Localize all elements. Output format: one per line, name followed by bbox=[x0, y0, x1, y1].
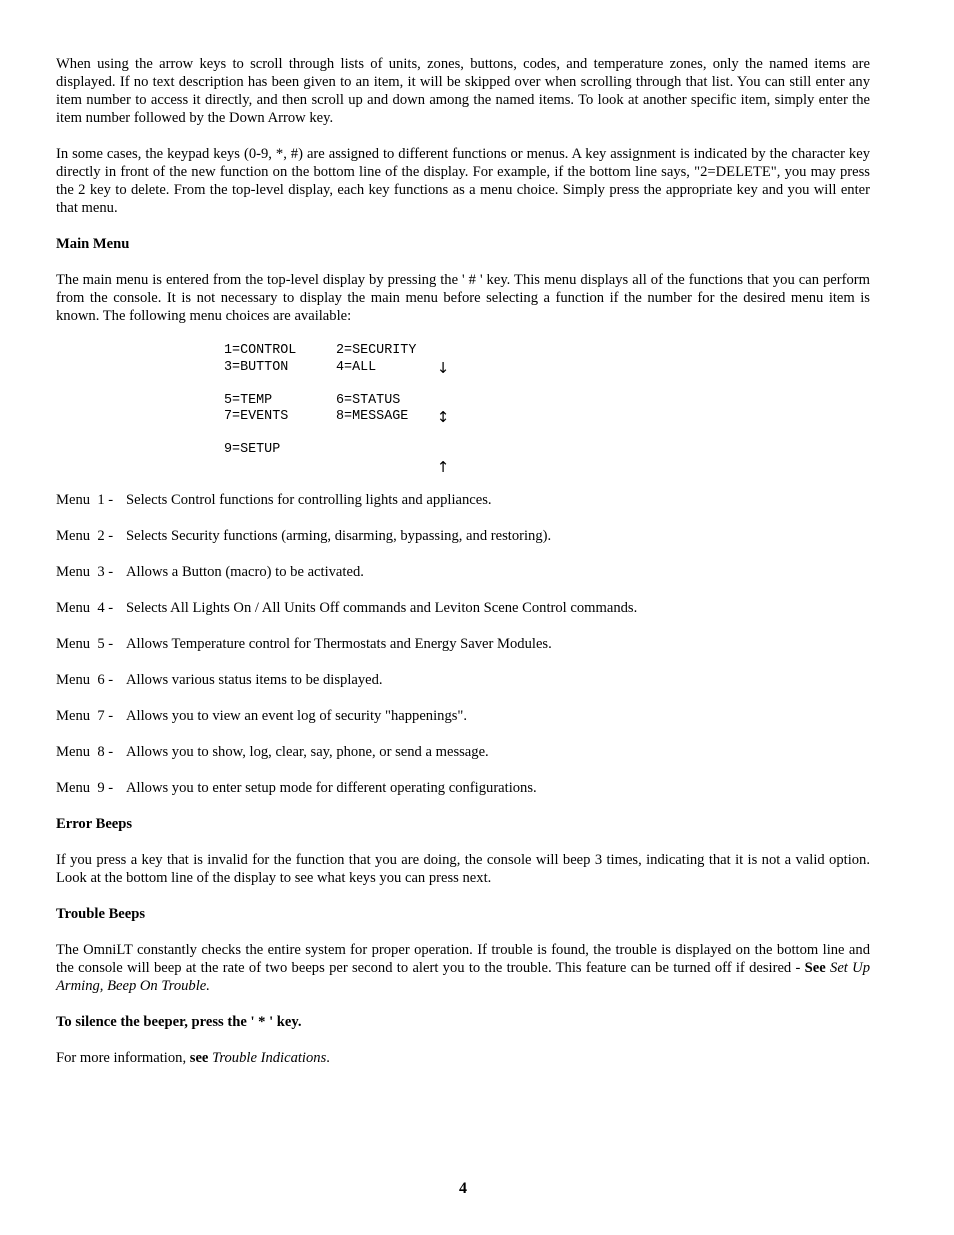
page-number: 4 bbox=[459, 1180, 467, 1197]
display-row bbox=[224, 442, 870, 459]
menu-descriptions bbox=[56, 491, 870, 797]
list-item bbox=[56, 527, 870, 545]
menu-description: Allows a Button (macro) to be activated. bbox=[126, 564, 364, 580]
menu-choice-events: 7=EVENTS bbox=[224, 409, 289, 424]
list-item bbox=[56, 635, 870, 653]
arrow-down-icon: ↓ bbox=[436, 358, 450, 377]
main-menu-display bbox=[224, 343, 870, 475]
more-info-suffix: . bbox=[326, 1050, 330, 1066]
menu-description: Allows Temperature control for Thermostats and Energy Saver Modules. bbox=[126, 636, 552, 652]
error-beeps-text: If you press a key that is invalid for the function that you are doing, the console will beep 3 times, indicating that it is not a valid option. Look at the bottom line of the display to see what keys you can press next. bbox=[56, 852, 870, 886]
menu-choice-control: 1=CONTROL bbox=[224, 343, 297, 358]
menu-number: Menu 2 - bbox=[56, 528, 114, 544]
display-row bbox=[224, 360, 870, 377]
trouble-beeps-text bbox=[56, 941, 870, 995]
cross-reference: Set Up Arming, Beep On Trouble. bbox=[56, 960, 870, 994]
list-item bbox=[56, 599, 870, 617]
menu-number: Menu 3 - bbox=[56, 564, 114, 580]
main-menu-heading: Main Menu bbox=[56, 236, 130, 252]
more-info-prefix: For more information, bbox=[56, 1050, 190, 1066]
main-menu-intro: The main menu is entered from the top-level display by pressing the ' # ' key. This menu displays all of the functions that you can perform from the console. It is not necessary to display the main menu before selecting a function if the number for the desired menu item is known. The following menu choices are available: bbox=[56, 272, 870, 324]
list-item bbox=[56, 491, 870, 509]
menu-choice-button: 3=BUTTON bbox=[224, 359, 289, 375]
menu-number: Menu 1 - bbox=[56, 492, 114, 508]
list-item bbox=[56, 563, 870, 581]
menu-choice-temp: 5=TEMP bbox=[224, 392, 273, 408]
menu-description: Selects Control functions for controlling lights and appliances. bbox=[126, 492, 492, 508]
list-item bbox=[56, 707, 870, 725]
menu-number: Menu 5 - bbox=[56, 636, 114, 652]
list-item bbox=[56, 779, 870, 797]
trouble-beeps-heading: Trouble Beeps bbox=[56, 906, 146, 922]
menu-number: Menu 9 - bbox=[56, 780, 114, 796]
menu-description: Selects All Lights On / All Units Off commands and Leviton Scene Control commands. bbox=[126, 600, 638, 616]
menu-description: Allows various status items to be displayed. bbox=[126, 672, 383, 688]
display-row bbox=[224, 343, 870, 360]
arrow-up-icon: ↑ bbox=[436, 457, 450, 476]
menu-number: Menu 7 - bbox=[56, 708, 114, 724]
trouble-beeps-body: The OmniLT constantly checks the entire system for proper operation. If trouble is found, the trouble is displayed on the bottom line and the console will beep at the rate of two beeps per second to alert you to the trouble. This feature can be turned off if desired - bbox=[56, 942, 870, 976]
error-beeps-heading: Error Beeps bbox=[56, 816, 133, 832]
list-item bbox=[56, 743, 870, 761]
menu-choice-all: 4=ALL bbox=[336, 359, 377, 375]
arrow-up-down-icon: ↕ bbox=[436, 408, 450, 426]
cross-reference: Trouble Indications bbox=[212, 1050, 327, 1066]
see-label: See bbox=[804, 960, 826, 976]
menu-description: Allows you to view an event log of security "happenings". bbox=[126, 708, 468, 724]
display-row bbox=[224, 459, 870, 476]
intro-paragraph-2: In some cases, the keypad keys (0-9, *, #) are assigned to different functions or menus. A key assignment is indicated by the character key directly in front of the new function on the bottom line of the display. For example, if the bottom line says, "2=DELETE", you may press the 2 key to delete. From the top-level display, each key functions as a menu choice. Simply press the appropriate key and you will enter that menu. bbox=[56, 146, 870, 216]
list-item bbox=[56, 671, 870, 689]
document-page bbox=[56, 55, 870, 1085]
display-row bbox=[224, 393, 870, 410]
menu-description: Allows you to enter setup mode for different operating configurations. bbox=[126, 780, 537, 796]
menu-choice-message: 8=MESSAGE bbox=[336, 409, 409, 424]
menu-choice-status: 6=STATUS bbox=[336, 392, 401, 408]
menu-description: Allows you to show, log, clear, say, phone, or send a message. bbox=[126, 744, 489, 760]
display-row bbox=[224, 409, 870, 426]
menu-number: Menu 8 - bbox=[56, 744, 114, 760]
menu-description: Selects Security functions (arming, disarming, bypassing, and restoring). bbox=[126, 528, 552, 544]
menu-choice-security: 2=SECURITY bbox=[336, 343, 417, 358]
see-label: see bbox=[189, 1050, 209, 1066]
menu-number: Menu 6 - bbox=[56, 672, 114, 688]
menu-number: Menu 4 - bbox=[56, 600, 114, 616]
intro-paragraph-1: When using the arrow keys to scroll through lists of units, zones, buttons, codes, and temperature zones, only the named items are displayed. If no text description has been given to an item, it will be skipped over when scrolling through that list. You can still enter any item number to access it directly, and then scroll up and down among the named items. To look at another specific item, simply enter the item number followed by the Down Arrow key. bbox=[56, 56, 870, 126]
more-info-line bbox=[56, 1049, 870, 1067]
silence-instruction: To silence the beeper, press the ' * ' key. bbox=[56, 1014, 302, 1030]
menu-choice-setup: 9=SETUP bbox=[224, 442, 281, 457]
